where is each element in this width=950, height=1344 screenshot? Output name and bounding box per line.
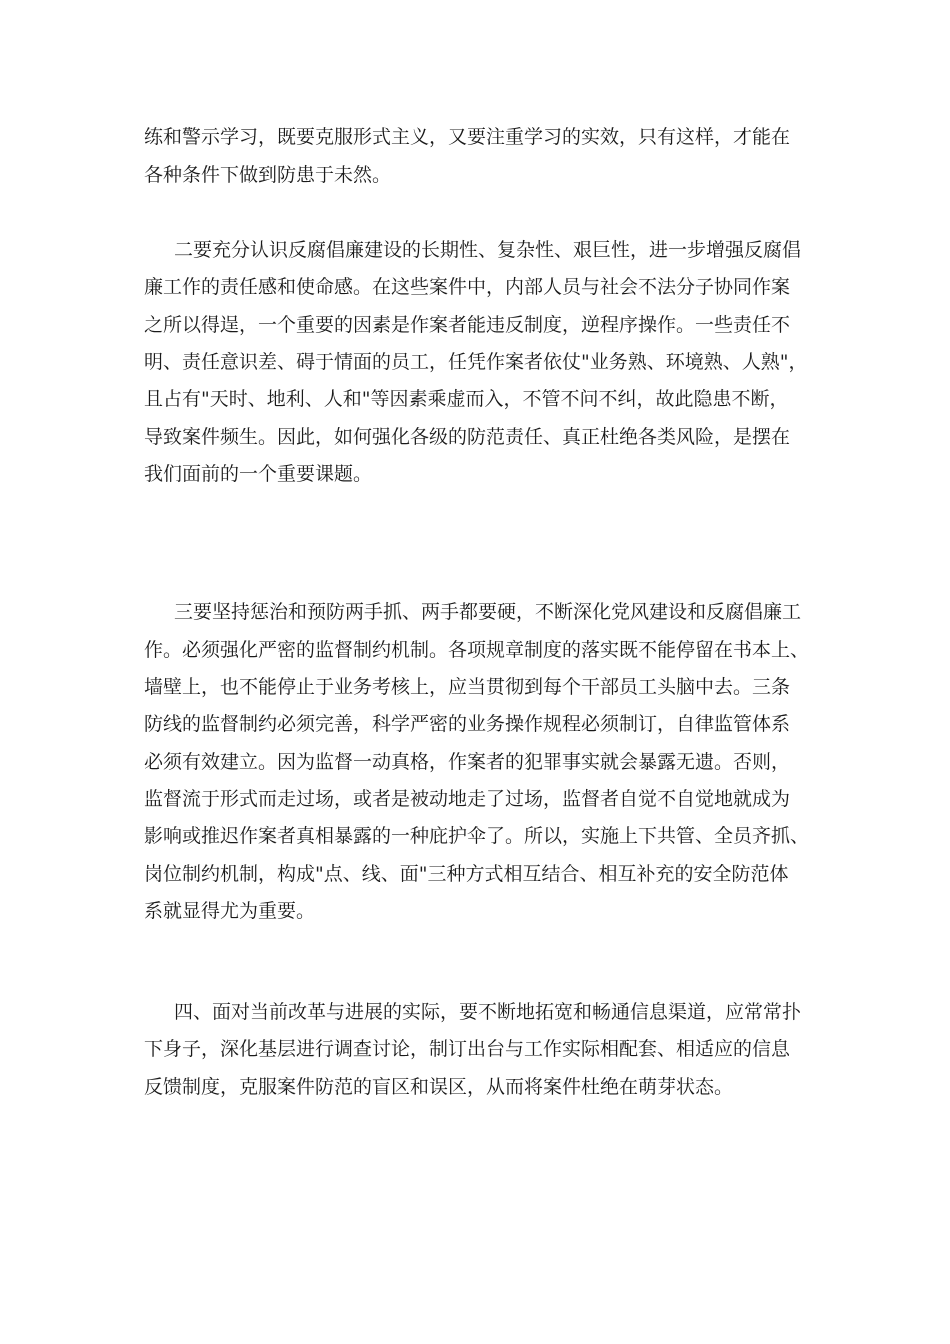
text-line: 二要充分认识反腐倡廉建设的长期性、复杂性、艰巨性，进一步增强反腐倡 [174,239,802,261]
text-line: 作。必须强化严密的监督制约机制。各项规章制度的落实既不能停留在书本上、 [144,639,810,661]
text-line: 四、面对当前改革与进展的实际，要不断地拓宽和畅通信息渠道，应常常扑 [174,1001,802,1023]
text-line: 且占有"天时、地利、人和"等因素乘虚而入，不管不问不纠，故此隐患不断， [144,388,789,410]
text-line: 之所以得逞，一个重要的因素是作案者能违反制度，逆程序操作。一些责任不 [144,314,791,336]
text-line: 练和警示学习，既要克服形式主义，又要注重学习的实效，只有这样，才能在 [144,126,791,148]
text-line: 下身子，深化基层进行调查讨论，制订出台与工作实际相配套、相适应的信息 [144,1038,791,1060]
text-line: 我们面前的一个重要课题。 [144,463,373,485]
text-line: 监督流于形式而走过场，或者是被动地走了过场，监督者自觉不自觉地就成为 [144,788,791,810]
text-line: 三要坚持惩治和预防两手抓、两手都要硬，不断深化党风建设和反腐倡廉工 [174,601,802,623]
text-line: 岗位制约机制，构成"点、线、面"三种方式相互结合、相互补充的安全防范体 [144,863,789,885]
text-line: 防线的监督制约必须完善，科学严密的业务操作规程必须制订，自律监管体系 [144,713,791,735]
text-line: 墙壁上，也不能停止于业务考核上，应当贯彻到每个干部员工头脑中去。三条 [144,676,791,698]
text-line: 反馈制度，克服案件防范的盲区和误区，从而将案件杜绝在萌芽状态。 [144,1076,734,1098]
text-line: 导致案件频生。因此，如何强化各级的防范责任、真正杜绝各类风险，是摆在 [144,426,791,448]
text-line: 影响或推迟作案者真相暴露的一种庇护伞了。所以，实施上下共管、全员齐抓、 [144,825,810,847]
text-line: 明、责任意识差、碍于情面的员工，任凭作案者依仗"业务熟、环境熟、人熟"， [144,351,808,373]
text-line: 廉工作的责任感和使命感。在这些案件中，内部人员与社会不法分子协同作案 [144,276,791,298]
text-line: 系就显得尤为重要。 [144,900,316,922]
text-line: 必须有效建立。因为监督一动真格，作案者的犯罪事实就会暴露无遗。否则， [144,751,791,773]
text-line: 各种条件下做到防患于未然。 [144,164,392,186]
